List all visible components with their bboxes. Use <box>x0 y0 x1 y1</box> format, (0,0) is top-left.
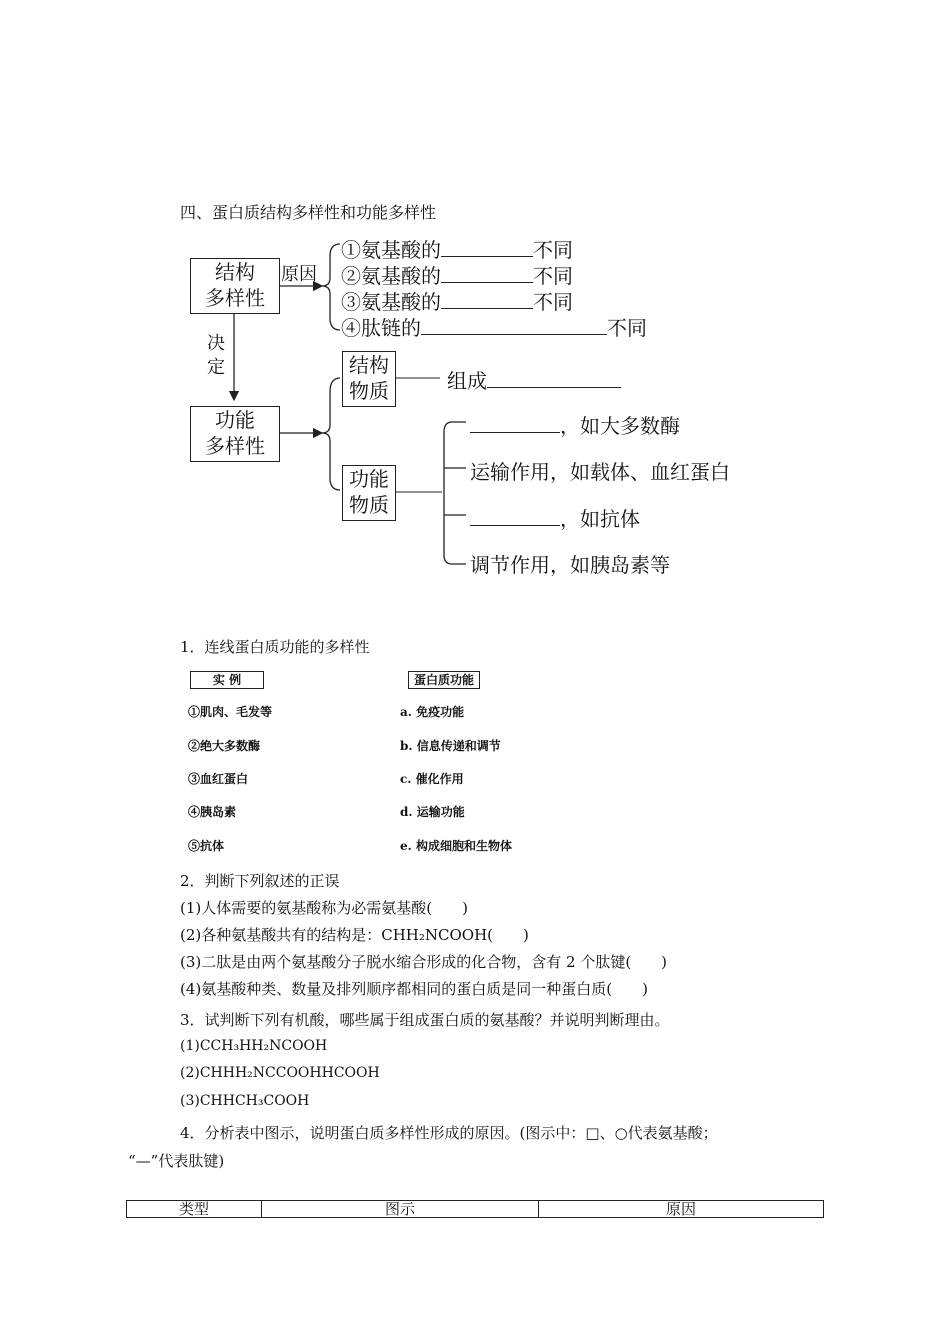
reason-prefix: ③氨基酸的 <box>341 290 441 314</box>
question-4-title: 4．分析表中图示，说明蛋白质多样性形成的原因。(图示中：□、○代表氨基酸； <box>180 1124 718 1142</box>
function-prefix: 运输作用 <box>470 460 550 484</box>
function-item[interactable]: b. 信息传递和调节 <box>400 739 501 753</box>
functional-material-box <box>342 465 396 521</box>
fill-blank[interactable] <box>441 264 533 283</box>
decide-char: 决 <box>207 333 225 354</box>
function-text: ，如抗体 <box>560 507 640 531</box>
reason-suffix: 不同 <box>533 238 573 262</box>
function-row <box>470 410 680 439</box>
reason-row <box>341 260 573 289</box>
function-item[interactable]: d. 运输功能 <box>400 805 465 819</box>
reason-row <box>341 286 573 315</box>
function-item[interactable]: c. 催化作用 <box>400 772 464 786</box>
function-text: ，如胰岛素等 <box>550 553 670 577</box>
function-row <box>470 456 730 485</box>
reason-prefix: ①氨基酸的 <box>341 238 441 262</box>
structural-material-box <box>342 351 396 407</box>
judgment-item: (1)人体需要的氨基酸称为必需氨基酸( ) <box>180 899 468 917</box>
example-item[interactable]: ③血红蛋白 <box>188 772 249 786</box>
box-line: 功能 <box>349 467 389 491</box>
function-row <box>470 549 670 578</box>
table-header-row <box>127 1201 824 1218</box>
function-row <box>470 503 640 532</box>
example-item[interactable]: ④胰岛素 <box>188 805 237 819</box>
organic-acid-item: (1)CCH₃HH₂NCOOH <box>180 1038 328 1054</box>
reason-label: 原因 <box>281 264 317 285</box>
reason-suffix: 不同 <box>607 316 647 340</box>
box-line: 结构 <box>215 260 255 284</box>
table-header-cell: 原因 <box>539 1201 824 1218</box>
box-line: 多样性 <box>205 286 265 310</box>
question-3-title: 3．试判断下列有机酸，哪些属于组成蛋白质的氨基酸？并说明判断理由。 <box>180 1011 670 1029</box>
function-item[interactable]: e. 构成细胞和生物体 <box>400 839 512 853</box>
fill-blank[interactable] <box>470 507 560 526</box>
organic-acid-item: (3)CHHCH₃COOH <box>180 1093 310 1109</box>
table-header-cell: 类型 <box>127 1201 262 1218</box>
box-line: 结构 <box>349 353 389 377</box>
box-line: 功能 <box>215 408 255 432</box>
reason-prefix: ②氨基酸的 <box>341 264 441 288</box>
box-line: 物质 <box>349 379 389 403</box>
reason-suffix: 不同 <box>533 264 573 288</box>
function-diversity-box <box>190 406 280 462</box>
reason-prefix: ④肽链的 <box>341 316 421 340</box>
judgment-item: (4)氨基酸种类、数量及排列顺序都相同的蛋白质是同一种蛋白质( ) <box>180 980 648 998</box>
fill-blank[interactable] <box>470 414 560 433</box>
table-header-cell: 图示 <box>262 1201 539 1218</box>
question-1-title: 1．连线蛋白质功能的多样性 <box>180 638 370 656</box>
reason-row <box>341 234 573 263</box>
compose-row <box>447 365 621 394</box>
judgment-item: (2)各种氨基酸共有的结构是：CHH₂NCOOH( ) <box>180 926 529 944</box>
analysis-table <box>126 1200 824 1218</box>
organic-acid-item: (2)CHHH₂NCCOOHHCOOH <box>180 1065 380 1081</box>
examples-header: 实 例 <box>190 671 264 689</box>
compose-label: 组成 <box>447 369 487 393</box>
example-item[interactable]: ①肌肉、毛发等 <box>188 705 273 719</box>
function-text: ，如大多数酶 <box>560 414 680 438</box>
decide-char: 定 <box>207 357 225 378</box>
function-text: ，如载体、血红蛋白 <box>550 460 730 484</box>
fill-blank[interactable] <box>441 238 533 257</box>
fill-blank[interactable] <box>421 316 607 335</box>
box-line: 物质 <box>349 493 389 517</box>
question-2-title: 2．判断下列叙述的正误 <box>180 872 340 890</box>
decide-label <box>207 332 225 380</box>
function-item[interactable]: a. 免疫功能 <box>400 705 465 719</box>
reason-suffix: 不同 <box>533 290 573 314</box>
reason-row <box>341 312 647 341</box>
fill-blank[interactable] <box>441 290 533 309</box>
function-prefix: 调节作用 <box>470 553 550 577</box>
example-item[interactable]: ⑤抗体 <box>188 839 225 853</box>
judgment-item: (3)二肽是由两个氨基酸分子脱水缩合形成的化合物，含有 2 个肽键( ) <box>180 953 668 971</box>
question-4-title-cont: “—”代表肽键) <box>128 1152 225 1170</box>
functions-header: 蛋白质功能 <box>408 671 480 689</box>
example-item[interactable]: ②绝大多数酶 <box>188 739 261 753</box>
fill-blank[interactable] <box>487 369 621 388</box>
box-line: 多样性 <box>205 434 265 458</box>
structure-diversity-box <box>190 258 280 314</box>
section-title: 四、蛋白质结构多样性和功能多样性 <box>180 203 437 222</box>
